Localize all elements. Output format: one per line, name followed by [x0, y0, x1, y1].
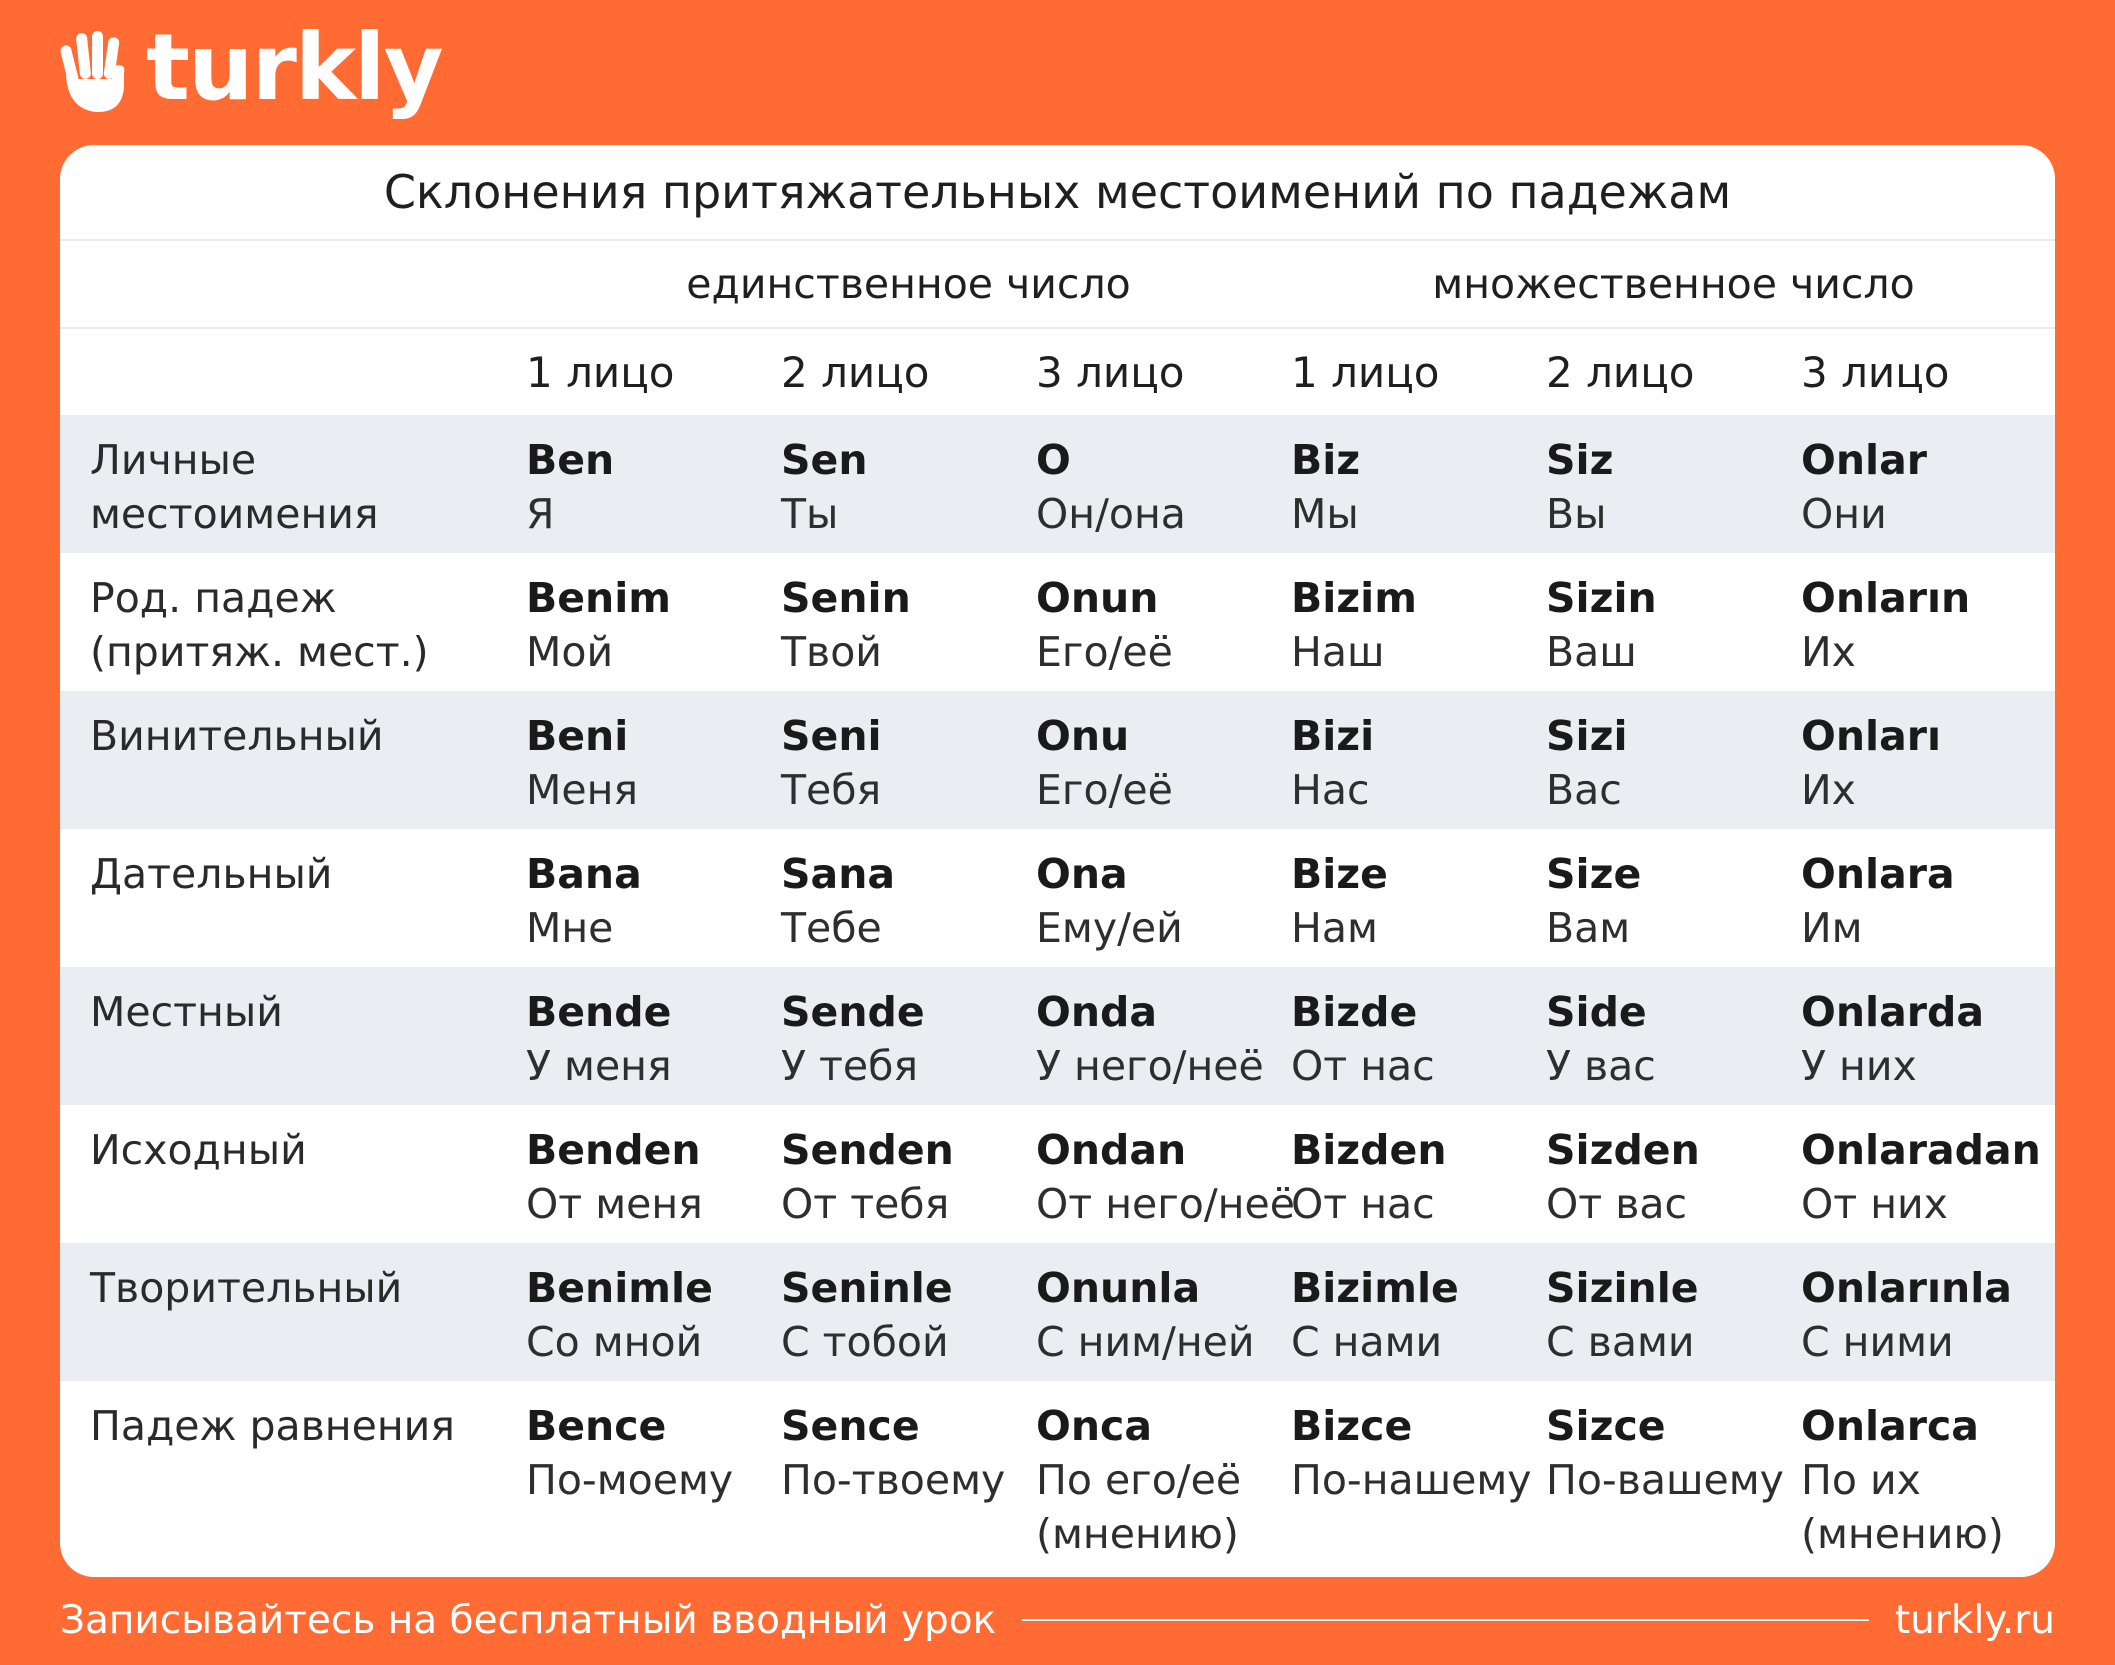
turkish-form: Onca	[1036, 1402, 1153, 1450]
table-cell	[1546, 1261, 1699, 1369]
turkish-form: Onlaradan	[1801, 1126, 2041, 1174]
russian-translation: По-вашему	[1546, 1456, 1784, 1504]
table-cell	[1291, 1261, 1459, 1369]
table-cell	[1546, 985, 1656, 1093]
russian-translation: По-твоему	[781, 1456, 1006, 1504]
russian-translation: Их	[1801, 628, 1856, 676]
table-cell	[1801, 1399, 2004, 1561]
russian-translation: Вам	[1546, 904, 1631, 952]
table-cell	[1801, 1123, 2041, 1231]
russian-translation: По их (мнению)	[1801, 1456, 2004, 1558]
table-cell	[1291, 433, 1360, 541]
russian-translation: С ними	[1801, 1318, 1954, 1366]
table-cell	[526, 1261, 713, 1369]
russian-translation: Они	[1801, 490, 1887, 538]
turkish-form: Onlarınla	[1801, 1264, 2012, 1312]
table-row	[60, 967, 2055, 1105]
table-cell	[781, 709, 882, 817]
turkish-form: Sende	[781, 988, 925, 1036]
table-cell	[526, 847, 642, 955]
russian-translation: Мой	[526, 628, 614, 676]
russian-translation: У вас	[1546, 1042, 1656, 1090]
case-label: Личные местоимения	[90, 436, 379, 538]
russian-translation: Наш	[1291, 628, 1385, 676]
russian-translation: Тебе	[781, 904, 882, 952]
russian-translation: Его/её	[1036, 766, 1173, 814]
table-cell	[781, 1399, 1005, 1507]
case-label: Исходный	[90, 1126, 307, 1174]
turkish-form: Benden	[526, 1126, 701, 1174]
table-cell	[526, 433, 614, 541]
turkish-form: Onunla	[1036, 1264, 1201, 1312]
turkish-form: Onlara	[1801, 850, 1955, 898]
turkish-form: Bizimle	[1291, 1264, 1459, 1312]
hand-wave-icon	[58, 29, 130, 115]
table-cell	[1546, 571, 1657, 679]
turkish-form: Bizde	[1291, 988, 1418, 1036]
turkish-form: Sizinle	[1546, 1264, 1699, 1312]
turkish-form: Beni	[526, 712, 629, 760]
turkish-form: Seni	[781, 712, 882, 760]
russian-translation: Твой	[781, 628, 882, 676]
turkish-form: Bende	[526, 988, 672, 1036]
turkish-form: Senden	[781, 1126, 954, 1174]
table-cell	[1546, 1123, 1700, 1231]
table-cell	[781, 985, 925, 1093]
table-cell	[1291, 571, 1417, 679]
turkish-form: Sizden	[1546, 1126, 1700, 1174]
table-row	[60, 829, 2055, 967]
table-cell	[1291, 847, 1388, 955]
russian-translation: С вами	[1546, 1318, 1695, 1366]
russian-translation: Нам	[1291, 904, 1378, 952]
table-cell	[781, 571, 911, 679]
table-row	[60, 1381, 2055, 1558]
brand-logo	[58, 14, 442, 122]
person-header: 1 лицо	[1291, 347, 1440, 397]
table-cell	[1801, 433, 1927, 541]
russian-translation: От меня	[526, 1180, 703, 1228]
russian-translation: Ваш	[1546, 628, 1637, 676]
turkish-form: Senin	[781, 574, 911, 622]
table-cell	[1801, 847, 1955, 955]
table-cell	[1801, 985, 1984, 1093]
turkish-form: Bizden	[1291, 1126, 1447, 1174]
number-header-row	[60, 241, 2055, 329]
russian-translation: От них	[1801, 1180, 1948, 1228]
table-cell	[1801, 1261, 2012, 1369]
russian-translation: С тобой	[781, 1318, 949, 1366]
turkish-form: Bizi	[1291, 712, 1375, 760]
russian-translation: Ему/ей	[1036, 904, 1183, 952]
table-cell	[1036, 433, 1186, 541]
table-cell	[1036, 1261, 1255, 1369]
table-cell	[1036, 985, 1264, 1093]
plural-header: множественное число	[1432, 260, 1915, 308]
table-row	[60, 415, 2055, 553]
table-cell	[1546, 847, 1641, 955]
turkish-form: Onlarda	[1801, 988, 1984, 1036]
table-cell	[526, 985, 672, 1093]
turkish-form: Bizce	[1291, 1402, 1413, 1450]
russian-translation: Им	[1801, 904, 1863, 952]
russian-translation: По-моему	[526, 1456, 734, 1504]
table-cell	[1291, 1123, 1447, 1231]
turkish-form: Sence	[781, 1402, 920, 1450]
russian-translation: По-нашему	[1291, 1456, 1532, 1504]
turkish-form: Onlar	[1801, 436, 1927, 484]
russian-translation: У него/неё	[1036, 1042, 1264, 1090]
russian-translation: Ты	[781, 490, 839, 538]
russian-translation: Его/её	[1036, 628, 1173, 676]
turkish-form: Sizce	[1546, 1402, 1666, 1450]
turkish-form: Sizin	[1546, 574, 1657, 622]
turkish-form: O	[1036, 436, 1071, 484]
case-label: Падеж равнения	[90, 1402, 455, 1450]
turkish-form: Sana	[781, 850, 896, 898]
russian-translation: От нас	[1291, 1042, 1435, 1090]
table-cell	[1546, 433, 1613, 541]
table-cell	[1801, 709, 1941, 817]
table-cell	[1546, 1399, 1784, 1507]
table-cell	[1546, 709, 1628, 817]
table-cell	[526, 709, 638, 817]
russian-translation: Я	[526, 490, 555, 538]
turkish-form: Benimle	[526, 1264, 713, 1312]
turkish-form: Bence	[526, 1402, 667, 1450]
table-cell	[781, 433, 868, 541]
russian-translation: Тебя	[781, 766, 882, 814]
table-cell	[526, 571, 671, 679]
turkish-form: Onların	[1801, 574, 1971, 622]
russian-translation: По его/её (мнению)	[1036, 1456, 1242, 1558]
turkish-form: Onun	[1036, 574, 1159, 622]
russian-translation: Нас	[1291, 766, 1370, 814]
case-label: Род. падеж (притяж. мест.)	[90, 574, 429, 676]
table-row	[60, 553, 2055, 691]
table-cell	[1291, 985, 1435, 1093]
person-header: 3 лицо	[1801, 347, 1950, 397]
turkish-form: Bizim	[1291, 574, 1417, 622]
turkish-form: Biz	[1291, 436, 1361, 484]
turkish-form: Seninle	[781, 1264, 953, 1312]
turkish-form: Siz	[1546, 436, 1614, 484]
table-cell	[1291, 1399, 1532, 1507]
footer-divider	[1022, 1619, 1869, 1621]
russian-translation: От него/неё	[1036, 1180, 1295, 1228]
russian-translation: Мы	[1291, 490, 1359, 538]
russian-translation: С ним/ней	[1036, 1318, 1255, 1366]
table-cell	[781, 1261, 953, 1369]
russian-translation: Вас	[1546, 766, 1622, 814]
turkish-form: Sen	[781, 436, 868, 484]
table-cell	[1036, 571, 1173, 679]
table-cell	[781, 1123, 954, 1231]
person-header: 1 лицо	[526, 347, 675, 397]
footer	[60, 1587, 2055, 1653]
russian-translation: Вы	[1546, 490, 1607, 538]
table-cell	[1036, 1399, 1241, 1561]
turkish-form: Onları	[1801, 712, 1942, 760]
turkish-form: Benim	[526, 574, 672, 622]
russian-translation: Их	[1801, 766, 1856, 814]
turkish-form: Ben	[526, 436, 615, 484]
turkish-form: Onlarca	[1801, 1402, 1979, 1450]
turkish-form: Ondan	[1036, 1126, 1187, 1174]
table-row	[60, 1105, 2055, 1243]
case-label: Винительный	[90, 712, 384, 760]
declension-table-card	[60, 145, 2055, 1577]
footer-url[interactable]: turkly.ru	[1894, 1597, 2055, 1643]
turkish-form: Onu	[1036, 712, 1130, 760]
russian-translation: Меня	[526, 766, 639, 814]
table-cell	[1801, 571, 1970, 679]
russian-translation: От вас	[1546, 1180, 1688, 1228]
turkish-form: Bize	[1291, 850, 1388, 898]
case-label: Местный	[90, 988, 283, 1036]
turkish-form: Onda	[1036, 988, 1158, 1036]
table-cell	[526, 1123, 703, 1231]
table-cell	[1036, 847, 1183, 955]
russian-translation: У тебя	[781, 1042, 919, 1090]
turkish-form: Side	[1546, 988, 1647, 1036]
table-row	[60, 1243, 2055, 1381]
table-cell	[1036, 1123, 1295, 1231]
person-header: 3 лицо	[1036, 347, 1185, 397]
russian-translation: У меня	[526, 1042, 672, 1090]
russian-translation: Со мной	[526, 1318, 703, 1366]
case-label: Дательный	[90, 850, 333, 898]
table-cell	[526, 1399, 733, 1507]
turkish-form: Bana	[526, 850, 642, 898]
table-cell	[1291, 709, 1374, 817]
table-cell	[1036, 709, 1173, 817]
russian-translation: У них	[1801, 1042, 1917, 1090]
person-header-row	[60, 329, 2055, 415]
brand-name: turkly	[146, 14, 442, 121]
russian-translation: От нас	[1291, 1180, 1435, 1228]
person-header: 2 лицо	[1546, 347, 1695, 397]
russian-translation: От тебя	[781, 1180, 950, 1228]
turkish-form: Ona	[1036, 850, 1128, 898]
turkish-form: Size	[1546, 850, 1642, 898]
table-cell	[781, 847, 895, 955]
table-row	[60, 691, 2055, 829]
footer-cta[interactable]: Записывайтесь на бесплатный вводный урок	[60, 1597, 997, 1643]
russian-translation: Мне	[526, 904, 614, 952]
turkish-form: Sizi	[1546, 712, 1628, 760]
russian-translation: С нами	[1291, 1318, 1443, 1366]
russian-translation: Он/она	[1036, 490, 1186, 538]
singular-header: единственное число	[686, 260, 1131, 308]
case-label: Творительный	[90, 1264, 403, 1312]
person-header: 2 лицо	[781, 347, 930, 397]
table-title: Склонения притяжательных местоимений по падежам	[60, 145, 2055, 241]
